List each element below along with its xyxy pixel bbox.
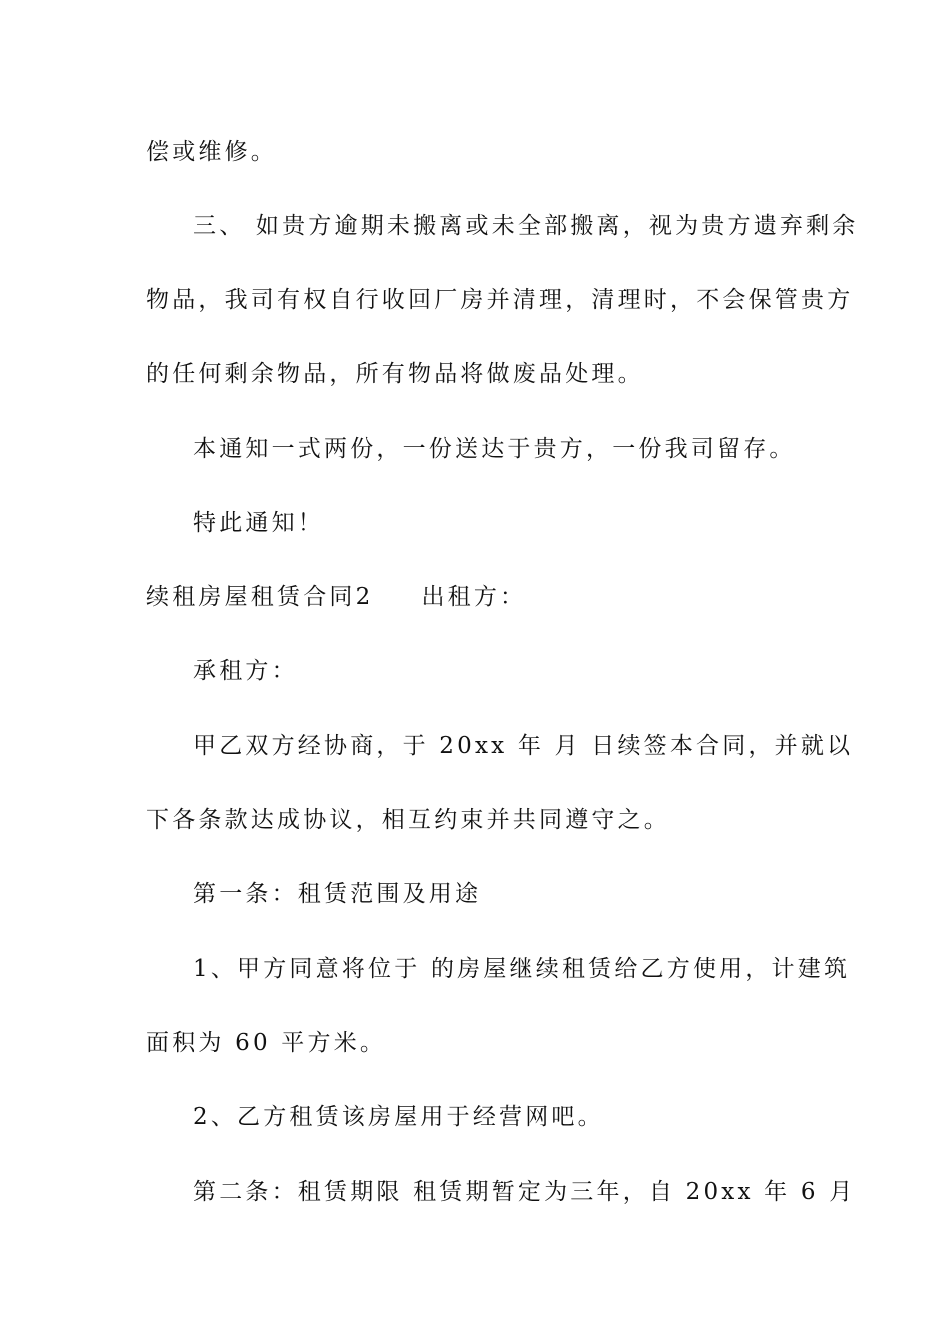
paragraph-line: 偿或维修。 — [146, 139, 277, 165]
paragraph-line: 第一条：租赁范围及用途 — [193, 881, 482, 907]
contract-title: 续租房屋租赁合同2 — [146, 584, 374, 610]
paragraph-line: 面积为 60 平方米。 — [146, 1030, 387, 1056]
contract-heading — [146, 582, 526, 612]
paragraph-line: 下各条款达成协议，相互约束并共同遵守之。 — [146, 807, 670, 833]
paragraph-line: 承租方： — [193, 658, 298, 684]
paragraph-line: 2、乙方租赁该房屋用于经营网吧。 — [193, 1104, 604, 1130]
paragraph-line: 的任何剩余物品，所有物品将做废品处理。 — [146, 361, 644, 387]
paragraph-line: 三、 如贵方逾期未搬离或未全部搬离，视为贵方遗弃剩余 — [193, 213, 859, 239]
paragraph-line: 第二条：租赁期限 租赁期暂定为三年，自 20xx 年 6 月 — [193, 1179, 856, 1205]
paragraph-line: 本通知一式两份，一份送达于贵方，一份我司留存。 — [193, 436, 796, 462]
paragraph-line: 特此通知！ — [193, 510, 324, 536]
paragraph-line: 1、甲方同意将位于 的房屋继续租赁给乙方使用，计建筑 — [193, 956, 851, 982]
paragraph-line: 甲乙双方经协商，于 20xx 年 月 日续签本合同，并就以 — [193, 733, 854, 759]
lessor-label: 出租方： — [421, 584, 527, 610]
paragraph-line: 物品，我司有权自行收回厂房并清理，清理时，不会保管贵方 — [146, 287, 854, 313]
